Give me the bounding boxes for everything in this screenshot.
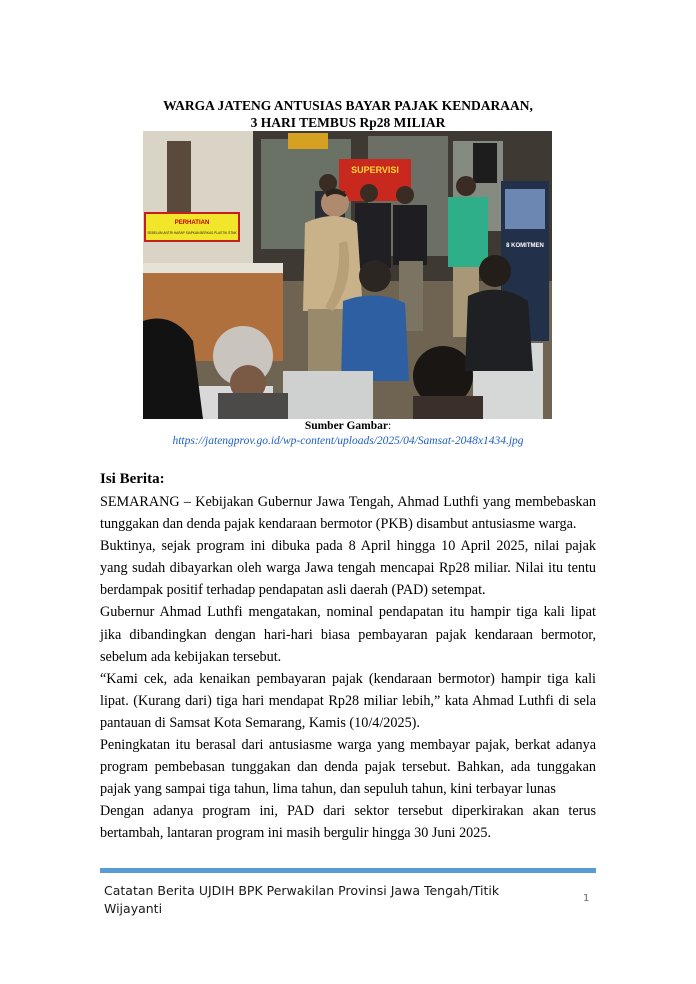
page-number: 1 bbox=[583, 893, 590, 904]
caption-source-link[interactable]: https://jatengprov.go.id/wp-content/uploads/2025/04/Samsat-2048x1434.jpg bbox=[172, 435, 524, 447]
footer-divider bbox=[100, 868, 596, 873]
paragraph: “Kami cek, ada kenaikan pembayaran pajak (kendaraan bermotor) hampir tiga kali lipat. (Kurang dari) tiga hari mendapat Rp28 miliar lebih,” kata Ahmad Luthfi di sela pantauan di Samsat Kota Semarang, Kamis (10/4/2025). bbox=[100, 670, 596, 731]
paragraph: SEMARANG – Kebijakan Gubernur Jawa Tengah, Ahmad Luthfi yang membebaskan tunggakan dan denda pajak kendaraan bermotor (PKB) disambut antusiasme warga. bbox=[100, 494, 596, 533]
sign-supervisi: SUPERVISI bbox=[351, 165, 399, 175]
footer-note: Catatan Berita UJDIH BPK Perwakilan Provinsi Jawa Tengah/Titik Wijayanti bbox=[104, 883, 500, 916]
paragraph: Gubernur Ahmad Luthfi mengatakan, nominal pendapatan itu hampir tiga kali lipat jika dibandingkan dengan hari-hari biasa pembayaran pajak kendaraan bermotor, sebelum ada kebijakan tersebut. bbox=[100, 604, 596, 665]
sign-perhatian: PERHATIAN bbox=[174, 220, 210, 226]
title-line-2: 3 HARI TEMBUS Rp28 MILIAR bbox=[250, 115, 446, 130]
banner-komitmen: 8 KOMITMEN bbox=[506, 243, 544, 249]
article-title bbox=[100, 97, 596, 131]
paragraph: Dengan adanya program ini, PAD dari sektor tersebut diperkirakan akan terus bertambah, lantaran program ini masih bergulir hingga 30 Juni 2025. bbox=[100, 803, 596, 842]
photo-caption bbox=[100, 419, 596, 449]
sign-perhatian-sub: SEBELUM ANTRI HARAP SIAPKAN BERKAS PLASTIK STNK bbox=[147, 231, 237, 235]
caption-label: Sumber Gambar bbox=[304, 420, 388, 432]
caption-colon: : bbox=[387, 420, 392, 432]
paragraph: Buktinya, sejak program ini dibuka pada 8 April hingga 10 April 2025, nilai pajak yang sudah dibayarkan oleh warga Jawa tengah mencapai Rp28 miliar. Nilai itu tentu berdampak positif terhadap pendapatan asli daerah (PAD) setempat. bbox=[100, 538, 596, 599]
article-body bbox=[100, 491, 596, 845]
section-heading: Isi Berita: bbox=[100, 471, 165, 487]
paragraph: Peningkatan itu berasal dari antusiasme warga yang membayar pajak, berkat adanya program pembebasan tunggakan dan denda pajak tersebut. Bahkan, ada tunggakan pajak yang sampai tiga tahun, lima tahun, dan sepuluh tahun, kini terbayar lunas bbox=[100, 737, 596, 798]
title-line-1: WARGA JATENG ANTUSIAS BAYAR PAJAK KENDARAAN, bbox=[163, 98, 533, 113]
news-photo bbox=[143, 131, 552, 419]
